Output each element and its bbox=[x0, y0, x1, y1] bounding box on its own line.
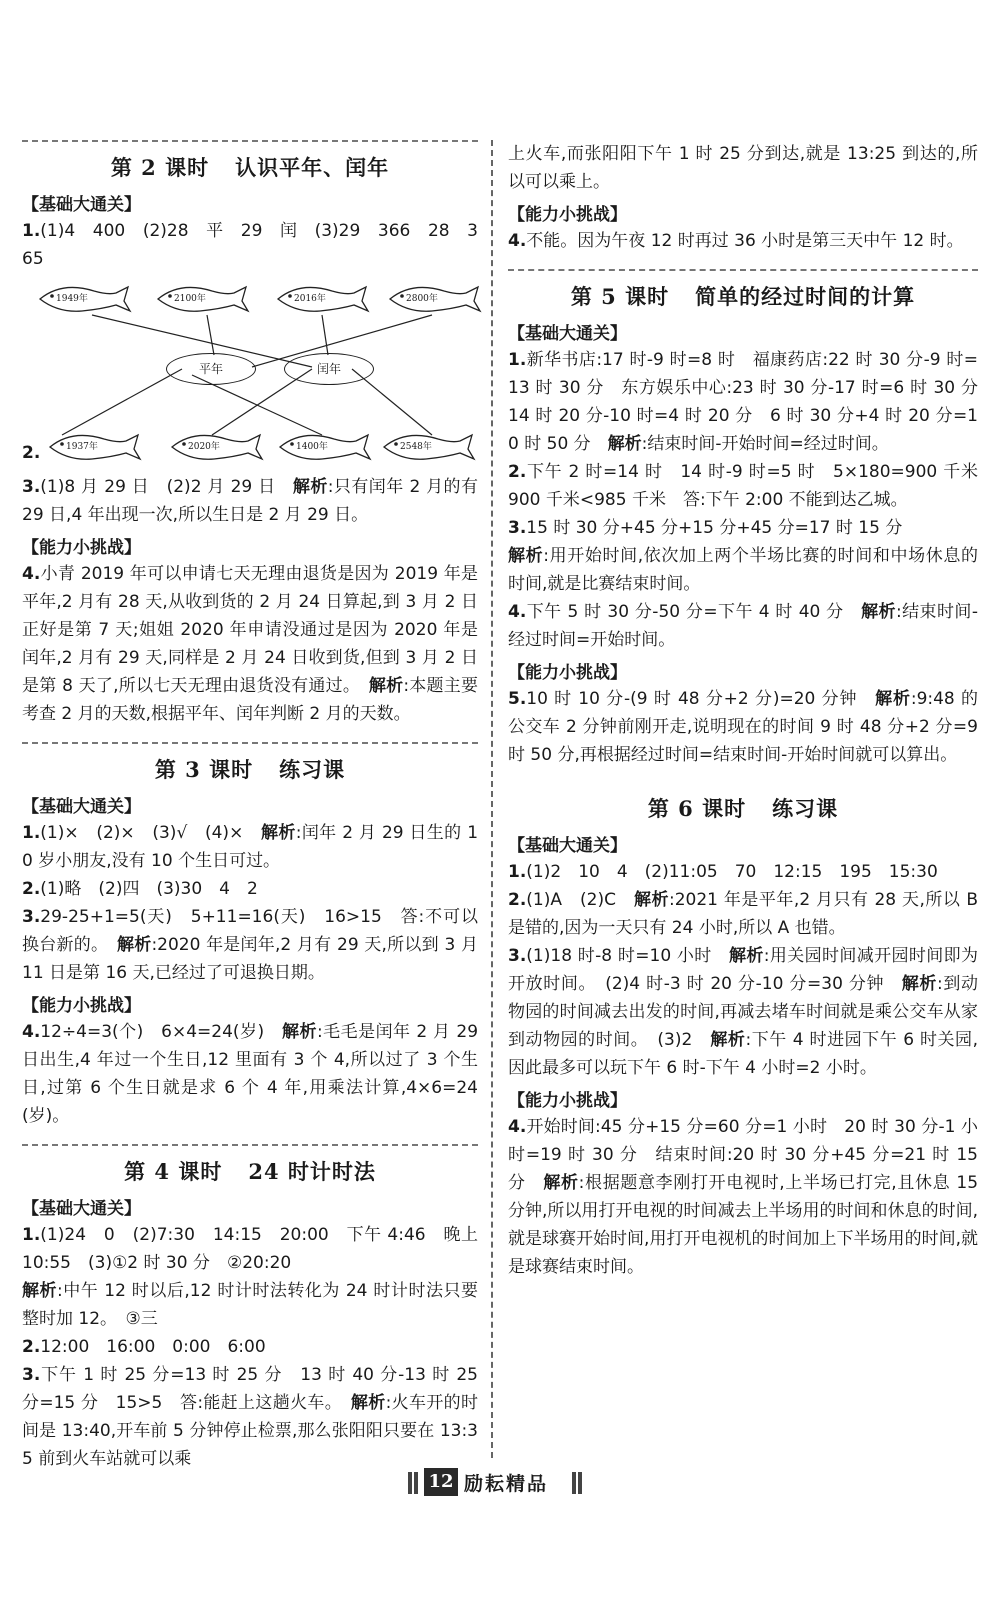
fish-icon: 1949年 bbox=[32, 279, 120, 319]
answer-5: 5.10 时 10 分-(9 时 48 分+2 分)=20 分钟 解析:9:48 的公交车 2 分钟前刚开走,说明现在的时间 9 时 48 分+2 分=9 时 50 分,再根据经过时间=结束时间-开始时间就可以算出。 bbox=[508, 689, 978, 765]
footer-bar bbox=[408, 1472, 412, 1494]
challenge-section-tag: 【能力小挑战】 bbox=[508, 663, 627, 683]
continued-answer: 上火车,而张阳阳下午 1 时 25 分到达,就是 13:25 到达的,所以可以乘上。 bbox=[508, 144, 978, 192]
answer-4: 4.12÷4=3(个) 6×4=24(岁) 解析:毛毛是闰年 2 月 29 日出生,4 年过一个生日,12 里面有 3 个 4,所以过了 3 个生日,过第 6 个生日就是求 6 个 4 年,用乘法计算,4×6=24(岁)。 bbox=[22, 1022, 479, 1126]
answer-4: 4.小青 2019 年可以申请七天无理由退货是因为 2019 年是平年,2 月有 28 天,从收到货的 2 月 24 日算起,到 3 月 2 日正好是第 7 天;姐姐 2020 年申请没通过是因为 2020 年是闰年,2 月有 29 天,同样是 2 月 24 日收到货,但到 3 月 2 日是第 8 天了,所以七天无理由退货没有通过。 解析:本题主要考查 2 月的天数,根据平年、闰年判断 2 月的天数。 bbox=[22, 564, 479, 724]
answer-4: 4.开始时间:45 分+15 分=60 分=1 小时 20 时 30 分-1 小时=19 时 30 分 结束时间:20 时 30 分+45 分=21 时 15 分 解析:根据题意李刚打开电视时,上半场已打完,且休息 15 分钟,所以用打开电视的时间减去上半场用的时间和休息的时间,就是球赛开始时间,用打开电视机的时间加上下半场用的时间,就是球赛结束时间。 bbox=[508, 1117, 979, 1277]
basic-section-tag: 【基础大通关】 bbox=[22, 1199, 141, 1219]
lesson-3-title: 第 3 课时 练习课 bbox=[154, 757, 346, 782]
column-divider bbox=[491, 140, 493, 1458]
challenge-section-tag: 【能力小挑战】 bbox=[508, 205, 627, 225]
lesson-6-title: 第 6 课时 练习课 bbox=[647, 796, 839, 821]
footer-bar bbox=[578, 1472, 582, 1494]
lesson-2-title: 第 2 课时 认识平年、闰年 bbox=[110, 155, 390, 180]
answer-2: 2.下午 2 时=14 时 14 时-9 时=5 时 5×180=900 千米 900 千米<985 千米 答:下午 2:00 不能到达乙城。 bbox=[508, 462, 995, 510]
fish-icon: 2020年 bbox=[164, 427, 252, 467]
left-column bbox=[22, 140, 478, 1473]
fish-icon: 2016年 bbox=[270, 279, 358, 319]
answer-1: 1.(1)2 10 4 (2)11:05 70 12:15 195 15:30 bbox=[508, 862, 938, 882]
brand-name: 励耘精品 bbox=[464, 1473, 549, 1495]
page-footer bbox=[400, 1466, 590, 1500]
answer-2: 2.(1)略 (2)四 (3)30 4 2 bbox=[22, 879, 258, 899]
fish-icon: 2800年 bbox=[382, 279, 470, 319]
challenge-section-tag: 【能力小挑战】 bbox=[508, 1091, 627, 1111]
challenge-section-tag: 【能力小挑战】 bbox=[22, 996, 141, 1016]
section-divider bbox=[22, 1144, 478, 1146]
answer-3: 3.下午 1 时 25 分=13 时 25 分 13 时 40 分-13 时 25 分=15 分 15>5 答:能赶上这趟火车。 解析:火车开的时间是 13:40,开车前 5 分钟停止检票,那么张阳阳只要在 13:35 前到火车站就可以乘 bbox=[22, 1365, 479, 1469]
answer-3: 3.29-25+1=5(天) 5+11=16(天) 16>15 答:不可以换台新的。 解析:2020 年是闰年,2 月有 29 天,所以到 3 月 11 日是第 16 天,已经过了可退换日期。 bbox=[22, 907, 479, 983]
answer-2: 2.12:00 16:00 0:00 6:00 bbox=[22, 1337, 266, 1357]
answer-1: 1.(1)24 0 (2)7:30 14:15 20:00 下午 4:46 晚上 10:55 (3)①2 时 30 分 ②20:20 解析:中午 12 时以后,12 时计时法转化为 24 时计时法只要整时加 12。 ③三 bbox=[22, 1225, 479, 1329]
section-divider bbox=[22, 742, 478, 744]
basic-section-tag: 【基础大通关】 bbox=[508, 836, 627, 856]
leap-year-fish-diagram bbox=[22, 275, 478, 473]
answer-3: 3.(1)18 时-8 时=10 小时 解析:用关园时间减开园时间即为开放时间。 (2)4 时-3 时 20 分-10 分=30 分钟 解析:到动物园的时间减去出发的时间,再减去堵车时间就是乘公交车从家到动物园的时间。 (3)2 解析:下午 4 时进园下午 6 时关园,因此最多可以玩下午 6 时-下午 4 小时=2 小时。 bbox=[508, 946, 979, 1078]
basic-section-tag: 【基础大通关】 bbox=[22, 195, 141, 215]
fish-icon: 2548年 bbox=[376, 427, 464, 467]
lesson-5-title: 第 5 课时 简单的经过时间的计算 bbox=[570, 284, 916, 309]
top-divider bbox=[22, 140, 478, 142]
answer-1: 1.新华书店:17 时-9 时=8 时 福康药店:22 时 30 分-9 时=13 时 30 分 东方娱乐中心:23 时 30 分-17 时=6 时 30 分 14 时 20 分-10 时=4 时 20 分 6 时 30 分+4 时 20 分=10 时 50 分 解析:结束时间-开始时间=经过时间。 bbox=[508, 350, 995, 454]
basic-section-tag: 【基础大通关】 bbox=[508, 324, 627, 344]
answer-3: 3.15 时 30 分+45 分+15 分+45 分=17 时 15 分 解析:用开始时间,依次加上两个半场比赛的时间和中场休息的时间,就是比赛结束时间。 bbox=[508, 518, 978, 594]
section-divider bbox=[508, 269, 978, 271]
answer-1: 1.(1)4 400 (2)28 平 29 闰 (3)29 366 28 365 bbox=[22, 221, 478, 269]
common-year-oval: 平年 bbox=[166, 353, 256, 385]
answer-1: 1.(1)× (2)× (3)√ (4)× 解析:闰年 2 月 29 日生的 10 岁小朋友,没有 10 个生日可过。 bbox=[22, 823, 479, 871]
fish-icon: 1937年 bbox=[42, 427, 130, 467]
answer-4: 4.下午 5 时 30 分-50 分=下午 4 时 40 分 解析:结束时间-经过时间=开始时间。 bbox=[508, 602, 979, 650]
lesson-4-title: 第 4 课时 24 时计时法 bbox=[124, 1159, 376, 1184]
challenge-section-tag: 【能力小挑战】 bbox=[22, 538, 141, 558]
basic-section-tag: 【基础大通关】 bbox=[22, 797, 141, 817]
page-number: 12 bbox=[424, 1468, 458, 1496]
leap-year-oval: 闰年 bbox=[284, 353, 374, 385]
right-column bbox=[508, 140, 995, 1281]
fish-icon: 1400年 bbox=[272, 427, 360, 467]
answer-2: 2.(1)A (2)C 解析:2021 年是平年,2 月只有 28 天,所以 B 是错的,因为一天只有 24 小时,所以 A 也错。 bbox=[508, 890, 978, 938]
answer-3: 3.(1)8 月 29 日 (2)2 月 29 日 解析:只有闰年 2 月的有 29 日,4 年出现一次,所以生日是 2 月 29 日。 bbox=[22, 477, 478, 525]
fish-icon: 2100年 bbox=[150, 279, 238, 319]
answer-4: 4.不能。因为午夜 12 时再过 36 小时是第三天中午 12 时。 bbox=[508, 231, 964, 251]
answer-2-number: 2. bbox=[22, 443, 41, 463]
footer-bar bbox=[414, 1472, 418, 1494]
footer-bar bbox=[572, 1472, 576, 1494]
